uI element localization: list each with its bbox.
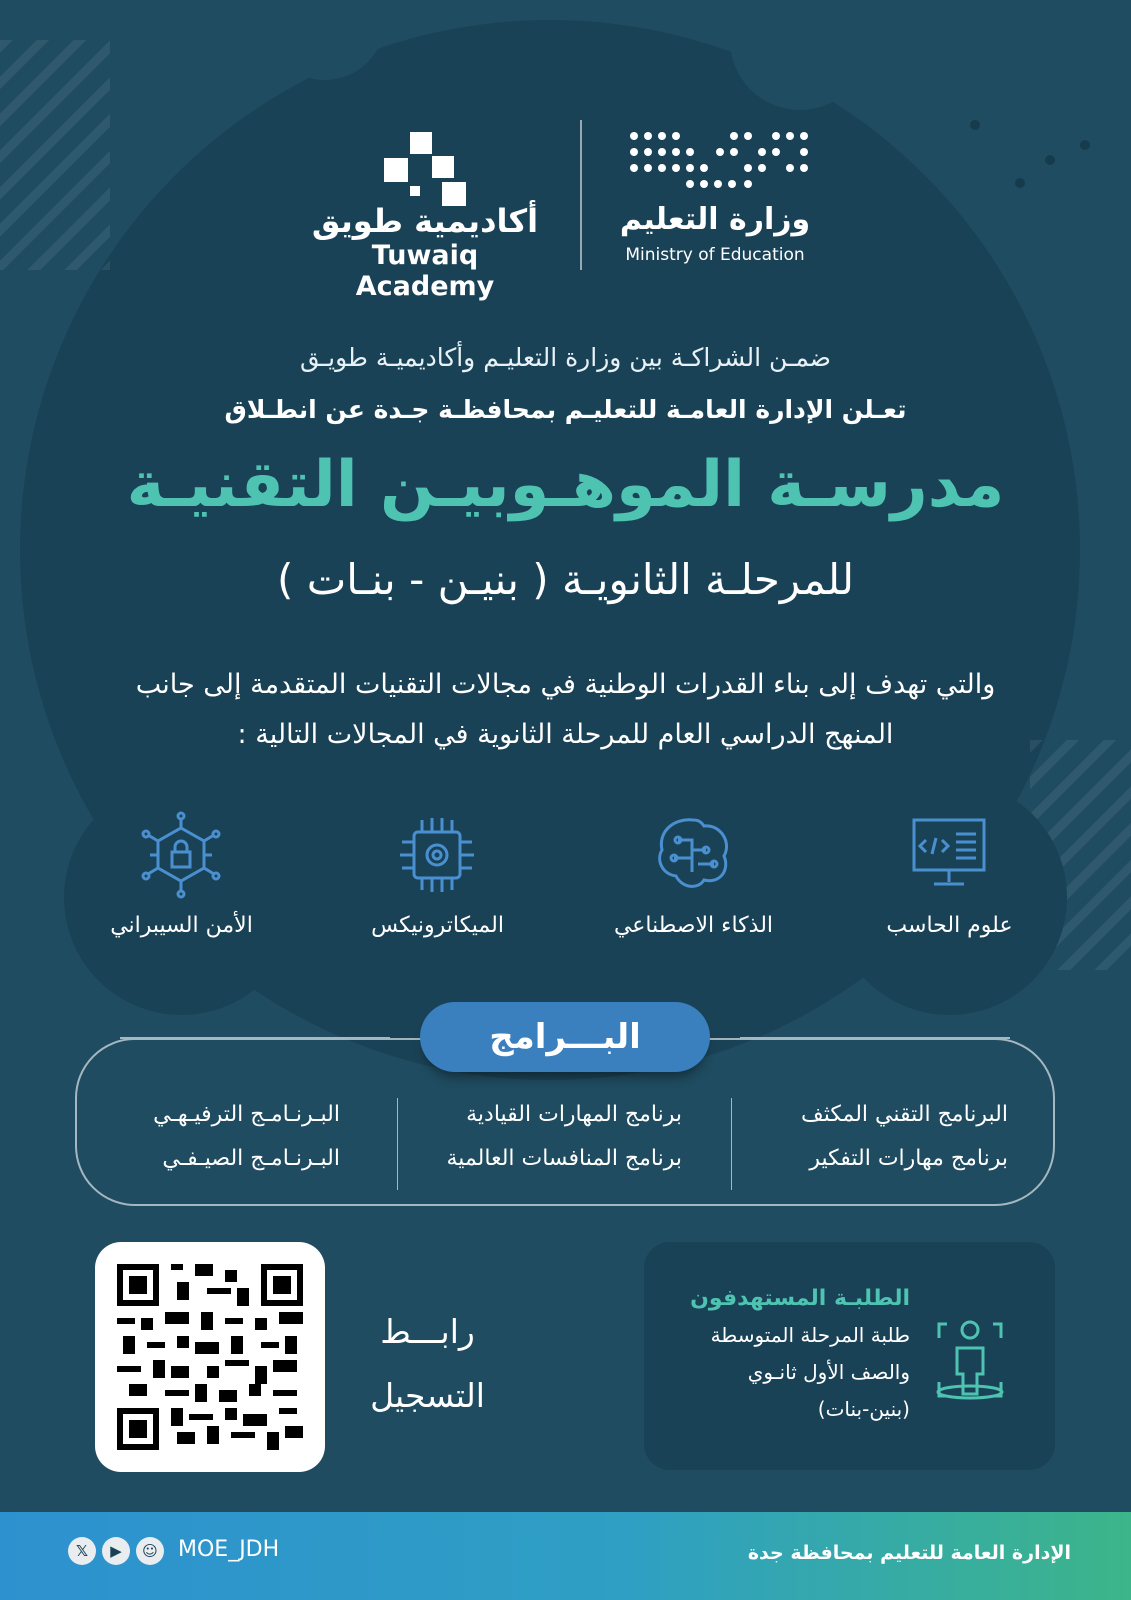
programs-column-1 — [738, 1093, 1008, 1181]
programs-column-3 — [70, 1093, 340, 1181]
student-target-icon — [925, 1312, 1015, 1402]
column-divider — [397, 1098, 398, 1190]
programs-line-right — [740, 1037, 1010, 1039]
footer-organization: الإدارة العامة للتعليم بمحافظة جدة — [747, 1542, 1071, 1564]
field-mechatronics — [320, 780, 555, 1015]
target-heading: الطلبـة المستهدفون — [690, 1286, 910, 1311]
logo-divider — [580, 120, 582, 270]
social-handle[interactable]: MOE_JDH — [178, 1537, 280, 1562]
field-label: الميكاترونيكس — [371, 913, 504, 938]
youtube-icon[interactable]: ▶ — [102, 1537, 130, 1565]
cyber-lock-icon — [136, 810, 226, 900]
description-line-2: المنهج الدراسي العام للمرحلة الثانوية في المجالات التالية : — [237, 719, 894, 750]
computer-code-icon — [904, 810, 994, 900]
programs-column-2 — [412, 1093, 682, 1181]
ministry-name-en: Ministry of Education — [625, 245, 805, 265]
academy-name-en: Tuwaiq Academy — [355, 240, 495, 302]
registration-line-2: التسجيل — [370, 1376, 485, 1415]
registration-line-1: رابـــط — [380, 1312, 475, 1351]
target-line-2: والصف الأول ثانـوي — [747, 1360, 910, 1384]
page-subtitle: للمرحلـة الثانويـة ( بنيـن - بنـات ) — [276, 555, 855, 604]
program-item: برنامج المهارات القيادية — [466, 1102, 682, 1127]
registration-qr-code[interactable] — [95, 1242, 325, 1472]
program-item: البـرنـامـج الصيـفـي — [162, 1146, 340, 1171]
target-text — [650, 1280, 910, 1428]
intro-line-2: تعـلن الإدارة العامـة للتعليـم بمحافظـة جـدة عن انطـلاق — [224, 395, 907, 424]
description-line-1: والتي تهدف إلى بناء القدرات الوطنية في مجالات التقنيات المتقدمة إلى جانب — [135, 669, 996, 700]
snapchat-icon[interactable]: ☺ — [136, 1537, 164, 1565]
field-label: الذكاء الاصطناعي — [613, 913, 774, 938]
program-item: برنامج مهارات التفكير — [809, 1146, 1008, 1171]
program-item: البـرنـامـج الترفيـهـي — [153, 1102, 340, 1127]
field-label: علوم الحاسب — [886, 913, 1013, 938]
ministry-name-ar: وزارة التعليم — [619, 202, 811, 237]
registration-label — [350, 1300, 505, 1428]
target-line-1: طلبة المرحلة المتوسطة — [710, 1323, 910, 1347]
column-divider — [731, 1098, 732, 1190]
program-item: برنامج المنافسات العالمية — [446, 1146, 682, 1171]
target-students-card — [644, 1242, 1055, 1470]
x-icon[interactable]: 𝕏 — [68, 1537, 96, 1565]
field-label: الأمن السيبراني — [110, 913, 253, 938]
chip-gear-icon — [392, 810, 482, 900]
program-item: البرنامج التقني المكثف — [800, 1102, 1008, 1127]
programs-line-left — [120, 1037, 390, 1039]
target-line-3: (بنين-بنات) — [817, 1397, 910, 1421]
field-cybersecurity — [64, 780, 299, 1015]
description — [0, 660, 1131, 760]
footer-bar — [0, 1512, 1131, 1600]
qr-code-icon — [117, 1264, 303, 1450]
ai-brain-icon — [648, 810, 738, 900]
field-computer-science — [832, 780, 1067, 1015]
ministry-logo-icon — [628, 128, 810, 198]
page-title: مدرسـة الموهـوبيـن التقنيـة — [126, 448, 1005, 522]
logo-header — [0, 110, 1131, 302]
field-ai — [576, 780, 811, 1015]
intro-line-1: ضمـن الشراكـة بين وزارة التعليـم وأكاديميـة طويـق — [300, 343, 831, 372]
academy-name-ar: أكاديمية طويق — [311, 202, 539, 240]
programs-heading: البـــرامج — [420, 1002, 710, 1072]
